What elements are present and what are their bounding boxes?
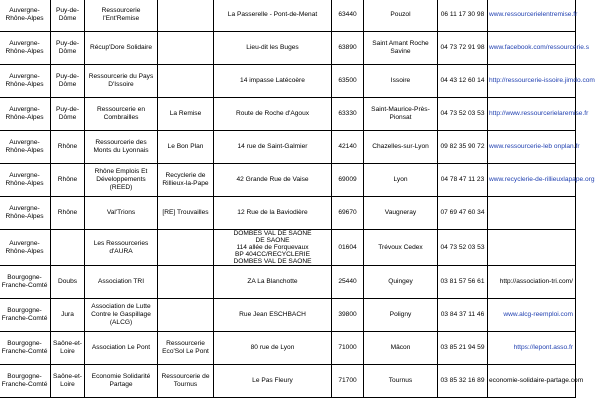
cell-phone[interactable]: 04 78 47 11 23 xyxy=(438,164,488,197)
cell-region[interactable]: Auvergne-Rhône-Alpes xyxy=(0,164,51,197)
cell-department[interactable]: Rhône xyxy=(51,131,85,164)
cell-phone[interactable]: 04 73 52 03 53 xyxy=(438,98,488,131)
cell-shop-name[interactable]: Recyclerie de Rillieux-la-Pape xyxy=(158,164,214,197)
cell-website[interactable]: www.alcg-reemploi.com xyxy=(488,299,576,332)
cell-postal-code[interactable]: 63890 xyxy=(332,32,364,65)
cell-organisation-name[interactable]: Association TRI xyxy=(85,266,158,299)
table-row xyxy=(0,299,576,332)
cell-website[interactable]: https://lepont.asso.fr xyxy=(488,332,576,365)
cell-department[interactable]: Doubs xyxy=(51,266,85,299)
cell-city[interactable]: Vaugneray xyxy=(364,197,438,230)
cell-region[interactable]: Auvergne-Rhône-Alpes xyxy=(0,32,51,65)
cell-website[interactable]: http://ressourcerie-issoire.jimdo.com xyxy=(488,65,576,98)
cell-city[interactable]: Tournus xyxy=(364,365,438,398)
cell-organisation-name[interactable]: Ressourcerie du Pays D'Issoire xyxy=(85,65,158,98)
cell-phone[interactable]: 04 73 52 03 53 xyxy=(438,230,488,266)
cell-shop-name[interactable] xyxy=(158,32,214,65)
cell-city[interactable]: Chazelles-sur-Lyon xyxy=(364,131,438,164)
cell-postal-code[interactable]: 71700 xyxy=(332,365,364,398)
cell-address[interactable]: 42 Grande Rue de Vaise xyxy=(214,164,332,197)
cell-shop-name[interactable]: [RE] Trouvailles xyxy=(158,197,214,230)
cell-department[interactable]: Puy-de-Dôme xyxy=(51,65,85,98)
table-row xyxy=(0,332,576,365)
cell-phone[interactable]: 03 84 37 11 46 xyxy=(438,299,488,332)
cell-address[interactable]: La Passerelle - Pont-de-Menat xyxy=(214,0,332,32)
cell-address[interactable]: 14 rue de Saint-Galmier xyxy=(214,131,332,164)
cell-organisation-name[interactable]: Ressourcerie des Monts du Lyonnais xyxy=(85,131,158,164)
cell-city[interactable]: Pouzol xyxy=(364,0,438,32)
cell-shop-name[interactable]: Ressourcerie Eco'Sol Le Pont xyxy=(158,332,214,365)
cell-department[interactable]: Saône-et-Loire xyxy=(51,332,85,365)
cell-phone[interactable]: 07 69 47 60 34 xyxy=(438,197,488,230)
cell-region[interactable]: Auvergne-Rhône-Alpes xyxy=(0,131,51,164)
cell-city[interactable]: Poligny xyxy=(364,299,438,332)
cell-department[interactable]: Jura xyxy=(51,299,85,332)
cell-city[interactable]: Lyon xyxy=(364,164,438,197)
cell-address[interactable]: Le Pas Fleury xyxy=(214,365,332,398)
cell-city[interactable]: Mâcon xyxy=(364,332,438,365)
cell-city[interactable]: Saint Amant Roche Savine xyxy=(364,32,438,65)
cell-region[interactable]: Auvergne-Rhône-Alpes xyxy=(0,98,51,131)
cell-region[interactable]: Auvergne-Rhône-Alpes xyxy=(0,230,51,266)
table-row xyxy=(0,230,576,266)
table-row xyxy=(0,131,576,164)
cell-organisation-name[interactable]: Ressourcerie l'Ent'Remise xyxy=(85,0,158,32)
cell-postal-code[interactable]: 01604 xyxy=(332,230,364,266)
cell-city[interactable]: Quingey xyxy=(364,266,438,299)
cell-organisation-name[interactable]: Ressourcerie en Combrailles xyxy=(85,98,158,131)
cell-address[interactable]: 80 rue de Lyon xyxy=(214,332,332,365)
cell-department[interactable]: Rhône xyxy=(51,197,85,230)
cell-postal-code[interactable]: 42140 xyxy=(332,131,364,164)
cell-phone[interactable]: 03 81 57 56 61 xyxy=(438,266,488,299)
table-row xyxy=(0,266,576,299)
cell-shop-name[interactable]: Ressourcerie de Tournus xyxy=(158,365,214,398)
cell-phone[interactable]: 04 73 72 91 98 xyxy=(438,32,488,65)
cell-phone[interactable]: 03 85 32 16 89 xyxy=(438,365,488,398)
cell-website[interactable]: economie-solidaire-partage.com xyxy=(488,365,576,398)
cell-shop-name[interactable] xyxy=(158,65,214,98)
cell-website[interactable]: http://association-tri.com/ xyxy=(488,266,576,299)
cell-shop-name[interactable] xyxy=(158,0,214,32)
cell-city[interactable]: Saint-Maurice-Près-Pionsat xyxy=(364,98,438,131)
cell-city[interactable]: Trévoux Cedex xyxy=(364,230,438,266)
table-row xyxy=(0,365,576,398)
cell-shop-name[interactable] xyxy=(158,299,214,332)
cell-website[interactable]: www.ressourcerie-leb onplan.fr xyxy=(488,131,576,164)
cell-postal-code[interactable]: 63500 xyxy=(332,65,364,98)
table-row xyxy=(0,197,576,230)
cell-organisation-name[interactable]: Association Le Pont xyxy=(85,332,158,365)
table-row xyxy=(0,65,576,98)
cell-website[interactable]: www.facebook.com/ressourcerie.s xyxy=(488,32,576,65)
cell-website[interactable] xyxy=(488,230,576,266)
cell-department[interactable]: Rhône xyxy=(51,164,85,197)
table-row xyxy=(0,164,576,197)
cell-address[interactable]: Rue Jean ESCHBACH xyxy=(214,299,332,332)
cell-website[interactable]: www.ressourcerielentremise.fr xyxy=(488,0,576,32)
cell-shop-name[interactable] xyxy=(158,266,214,299)
cell-department[interactable]: Puy-de-Dôme xyxy=(51,0,85,32)
cell-address[interactable]: 12 Rue de la Baviodière xyxy=(214,197,332,230)
cell-website[interactable]: www.recyclerie-de-rillieuxlapape.org xyxy=(488,164,576,197)
cell-postal-code[interactable]: 39800 xyxy=(332,299,364,332)
cell-address[interactable]: 14 impasse Latécoère xyxy=(214,65,332,98)
cell-postal-code[interactable]: 63330 xyxy=(332,98,364,131)
cell-department[interactable]: Puy-de-Dôme xyxy=(51,32,85,65)
cell-postal-code[interactable]: 25440 xyxy=(332,266,364,299)
cell-organisation-name[interactable]: Association de Lutte Contre le Gaspillage (ALCG) xyxy=(85,299,158,332)
cell-postal-code[interactable]: 71000 xyxy=(332,332,364,365)
cell-phone[interactable]: 09 82 35 90 72 xyxy=(438,131,488,164)
cell-region[interactable]: Auvergne-Rhône-Alpes xyxy=(0,0,51,32)
cell-department[interactable]: Puy-de-Dôme xyxy=(51,98,85,131)
cell-region[interactable]: Bourgogne-Franche-Comté xyxy=(0,266,51,299)
table-row xyxy=(0,32,576,65)
cell-organisation-name[interactable]: Les Ressourceries d'AURA xyxy=(85,230,158,266)
cell-address[interactable]: DOMBES VAL DE SAONE DE SAONE 114 allée de Forquevaux BP 404CC/RECYCLERIE DOMBES VAL DE SAONE xyxy=(214,230,332,266)
cell-organisation-name[interactable]: Récup'Dore Solidaire xyxy=(85,32,158,65)
cell-department[interactable] xyxy=(51,230,85,266)
cell-city[interactable]: Issoire xyxy=(364,65,438,98)
cell-address[interactable]: Lieu-dit les Buges xyxy=(214,32,332,65)
cell-organisation-name[interactable]: Val'Trions xyxy=(85,197,158,230)
cell-region[interactable]: Bourgogne-Franche-Comté xyxy=(0,299,51,332)
cell-region[interactable]: Bourgogne-Franche-Comté xyxy=(0,332,51,365)
cell-website[interactable] xyxy=(488,197,576,230)
cell-phone[interactable]: 04 43 12 60 14 xyxy=(438,65,488,98)
cell-region[interactable]: Auvergne-Rhône-Alpes xyxy=(0,65,51,98)
cell-postal-code[interactable]: 69670 xyxy=(332,197,364,230)
table-row xyxy=(0,98,576,131)
cell-department[interactable]: Saône-et-Loire xyxy=(51,365,85,398)
cell-address[interactable]: ZA La Blanchotte xyxy=(214,266,332,299)
cell-shop-name[interactable] xyxy=(158,230,214,266)
cell-website[interactable]: http://www.ressourcerielaremise.fr xyxy=(488,98,576,131)
cell-postal-code[interactable]: 69009 xyxy=(332,164,364,197)
cell-region[interactable]: Bourgogne-Franche-Comté xyxy=(0,365,51,398)
table-row xyxy=(0,0,576,32)
cell-address[interactable]: Route de Roche d'Agoux xyxy=(214,98,332,131)
cell-organisation-name[interactable]: Rhône Emplois Et Développements (REED) xyxy=(85,164,158,197)
cell-shop-name[interactable]: Le Bon Plan xyxy=(158,131,214,164)
cell-shop-name[interactable]: La Remise xyxy=(158,98,214,131)
cell-region[interactable]: Auvergne-Rhône-Alpes xyxy=(0,197,51,230)
cell-phone[interactable]: 06 11 17 30 98 xyxy=(438,0,488,32)
cell-phone[interactable]: 03 85 21 94 59 xyxy=(438,332,488,365)
cell-organisation-name[interactable]: Economie Solidarité Partage xyxy=(85,365,158,398)
cell-postal-code[interactable]: 63440 xyxy=(332,0,364,32)
